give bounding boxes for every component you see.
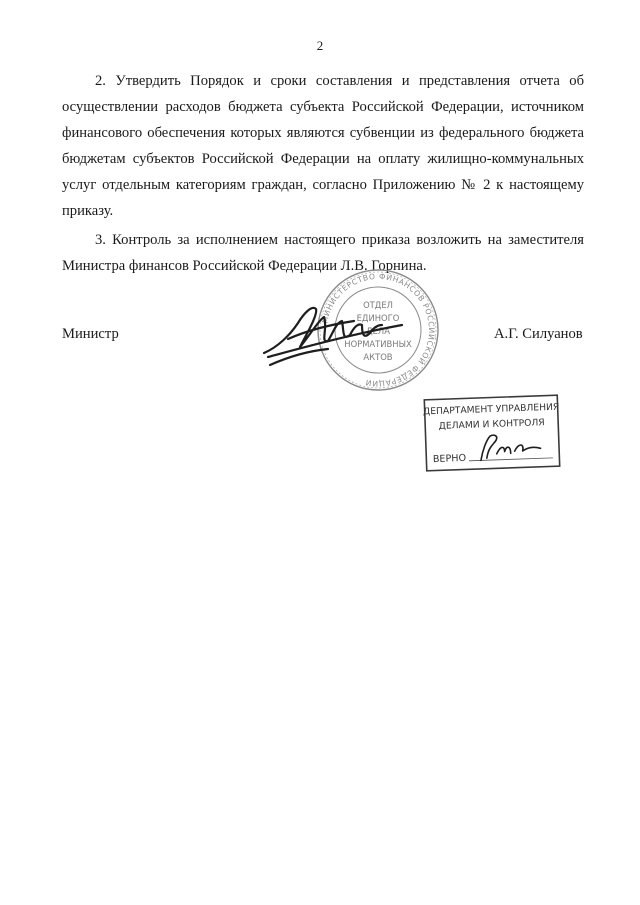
signatory-name: А.Г. Силуанов bbox=[494, 326, 583, 342]
seal-line-4: НОРМАТИВНЫХ bbox=[344, 339, 412, 349]
seal-line-2: ЕДИНОГО bbox=[356, 313, 400, 323]
paragraph-2: 2. Утвердить Порядок и сроки составления и представления отчета об осуществлении расходов бюджета субъекта Российской Федерации, источником финансового обеспечения которых являются субвенции из федерального бюджета бюджетам субъектов Российской Федерации на оплату жилищно-коммунальных услуг отдельным категориям граждан, согласно Приложению № 2 к настоящему приказу. bbox=[62, 73, 584, 219]
stamp-line-1: ДЕПАРТАМЕНТ УПРАВЛЕНИЯ bbox=[422, 401, 560, 418]
document-body bbox=[62, 68, 584, 282]
seal-line-5: АКТОВ bbox=[363, 352, 393, 362]
signatory-title: Министр bbox=[62, 326, 119, 342]
seal-ring-text: МИНИСТЕРСТВО ФИНАНСОВ РОССИЙСКОЙ ФЕДЕРАЦИИ bbox=[320, 271, 437, 389]
stamp-line-2: ДЕЛАМИ И КОНТРОЛЯ bbox=[438, 417, 545, 432]
stamp-signature bbox=[480, 434, 541, 461]
stamp-verified-label: ВЕРНО bbox=[432, 452, 467, 466]
minister-signature bbox=[258, 295, 408, 375]
seal-line-1: ОТДЕЛ bbox=[363, 300, 393, 310]
paragraph-3: 3. Контроль за исполнением настоящего приказа возложить на заместителя Министра финансов Российской Федерации Л.В. Горнина. bbox=[62, 232, 584, 274]
verification-stamp bbox=[423, 394, 561, 473]
page-number: 2 bbox=[316, 38, 324, 53]
seal-line-3: ДЕЛА bbox=[366, 326, 390, 336]
